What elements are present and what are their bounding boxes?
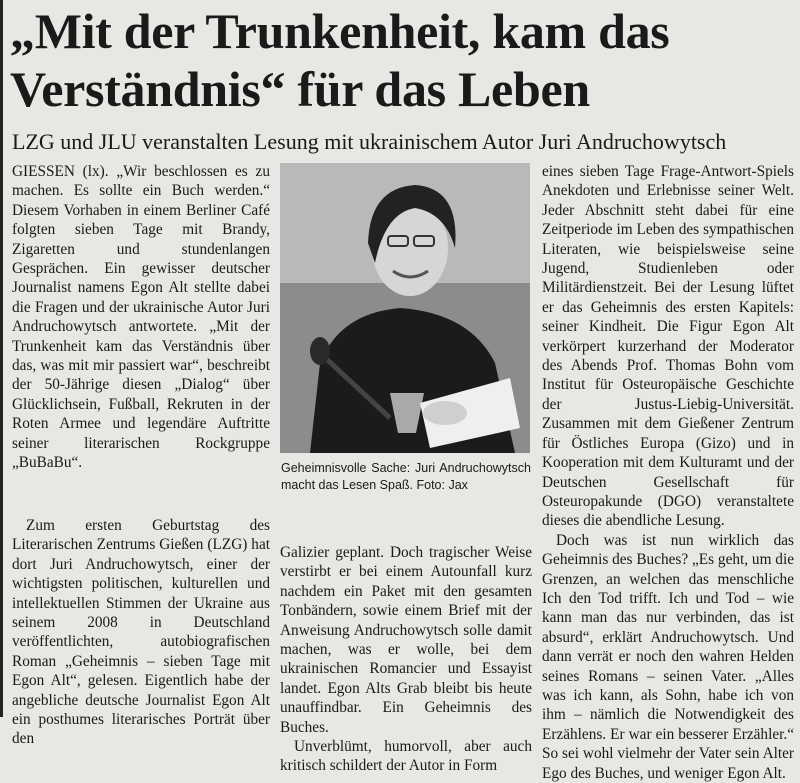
article-column-1 [12,162,270,473]
paragraph: Doch was ist nun wirklich das Geheimnis des Buches? „Es geht, um die Grenzen, an welchen das menschliche Ich den Tod trifft. Ich und Tod – wie kann man das nur verbinden, das ist absurd“, erklärt Andruchowytsch. Und dann verrät er noch den wahren Helden seines Romans – seinen Vater. „Alles was ich kann, als Sohn, habe ich von ihm – nämlich die Notwendigkeit des Erzählens. Er war ein besserer Erzähler.“ So sei wohl vielmehr der Vater sein Alter Ego des Buches, und weniger Egon Alt. [542,531,794,782]
subtitle: LZG und JLU veranstalten Lesung mit ukrainischem Autor Juri Andruchowytsch [12,129,727,154]
article-column-1-lower [12,516,270,749]
paragraph: Galizier geplant. Doch tragischer Weise verstirbt er bei einem Autounfall kurz nachdem ein Paket mit den gesamten Tonbändern, sowie einem Brief mit der Anweisung Andruchowytsch solle damit machen, was er wolle, bei dem ukrainischen Romancier und Essayist landet. Egon Alts Grab bleibt bis heute unauffindbar. Ein Geheimnis des Buches. [280,544,532,736]
paragraph: Unverblümt, humorvoll, aber auch kritisch schildert der Autor in Form [280,738,532,775]
photo-caption: Geheimnisvolle Sache: Juri Andruchowytsch macht das Lesen Spaß. Foto: Jax [281,461,531,492]
author-photo [280,163,530,453]
paragraph: eines sieben Tage Frage-Antwort-Spiels Anekdoten und Erlebnisse seiner Welt. Jeder Abschnitt steht dabei für eine Zeitperiode im Leben des sympathischen Literaten, wie beispielsweise seine Jugend, Studienleben oder Militärdienstzeit. Bei der Lesung lüftet er das Geheimnis des ersten Kapitels: seiner Kindheit. Die Figur Egon Alt verkörpert kurzerhand der Moderator des Abends Prof. Thomas Bohn vom Institut für Osteuropäische Geschichte der Justus-Liebig-Universität. Zusammen mit dem Gießener Zentrum für Östliches Europa (Gizo) und in Kooperation mit dem Kulturamt und der Deutschen Gesellschaft für Osteuropakunde (DGO) veranstaltete dieses die abendliche Lesung. [542,163,794,530]
paragraph: Zum ersten Geburtstag des Literarischen Zentrums Gießen (LZG) hat dort Juri Andruchowytsch, einer der wichtigsten politischen, kulturellen und intellektuellen Stimmen der Ukraine aus seinem 2008 in Deutschland veröffentlichten, autobiografischen Roman „Geheimnis – sieben Tage mit Egon Alt“, gelesen. Eigentlich habe der angebliche deutsche Journalist Egon Alt ein posthumes literarisches Porträt über den [12,517,270,748]
left-border [0,0,3,717]
article-column-2 [280,543,532,776]
paragraph: GIESSEN (lx). „Wir beschlossen es zu machen. Es sollte ein Buch werden.“ Diesem Vorhaben in einem Berliner Café folgten sieben Tage mit Brandy, Zigaretten und stundenlangen Gesprächen. Ein gewisser deutscher Journalist namens Egon Alt stellte dabei die Fragen und der ukrainische Autor Juri Andruchowytsch antwortete. „Mit der Trunkenheit kam das Verständnis über das, was mit mir passiert war“, beschreibt der 50-Jährige diesen „Dialog“ über Glücklichsein, Fußball, Rekruten in der Roten Armee und legendäre Auftritte seiner literarischen Rockgruppe „BuBaBu“. [12,163,270,472]
headline: „Mit der Trunkenheit, kam das Verständnis“ für das Leben [10,3,670,117]
article-column-3 [542,162,794,783]
